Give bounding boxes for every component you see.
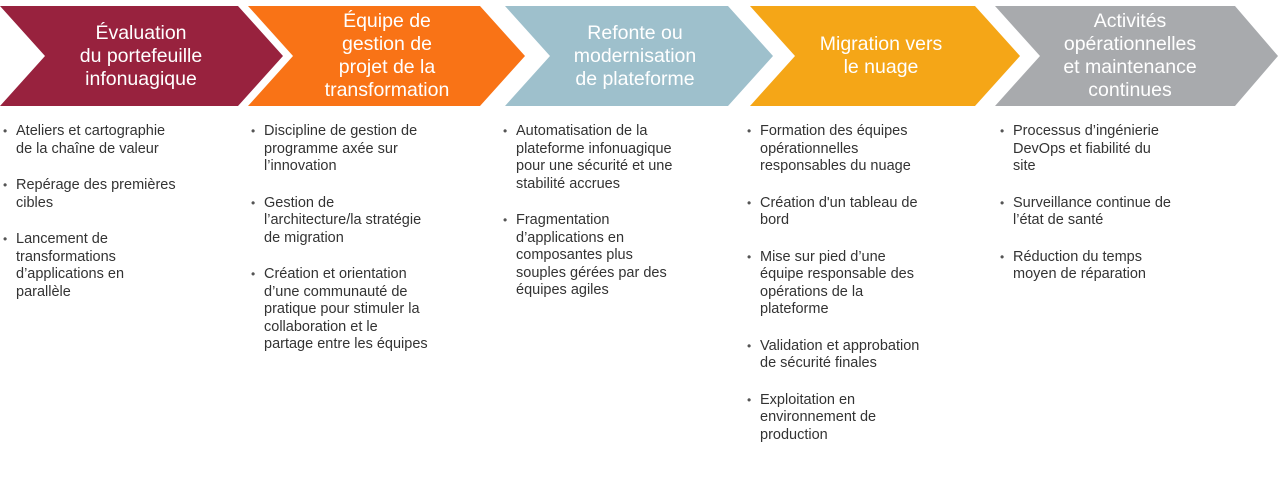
- list-item: • Gestion de l’architecture/la stratégie de migration: [251, 195, 491, 248]
- list-item: • Ateliers et cartographie de la chaîne de valeur: [3, 123, 238, 158]
- list-item: • Surveillance continue de l’état de santé: [1000, 195, 1260, 230]
- list-item: • Lancement de transformations d’applications en parallèle: [3, 231, 238, 301]
- phase-4-activities: [747, 123, 987, 463]
- phase-1-activities: [3, 123, 238, 320]
- list-item: • Automatisation de la plateforme infonuagique pour une sécurité et une stabilité accrues: [503, 123, 738, 193]
- phase-3-activities: [503, 123, 738, 319]
- list-item: • Réduction du temps moyen de réparation: [1000, 249, 1260, 284]
- list-item: • Fragmentation d’applications en composantes plus souples gérées par des équipes agiles: [503, 212, 738, 300]
- phase-4-title: Migration vers le nuage: [819, 33, 943, 78]
- list-item: • Mise sur pied d’une équipe responsable des opérations de la plateforme: [747, 249, 987, 319]
- phase-5-activities: [1000, 123, 1260, 303]
- list-item: • Exploitation en environnement de production: [747, 392, 987, 445]
- list-item: • Création et orientation d’une communauté de pratique pour stimuler la collaboration et le partage entre les équipes: [251, 266, 491, 354]
- list-item: • Validation et approbation de sécurité finales: [747, 338, 987, 373]
- phase-5-title: Activités opérationnelles et maintenance continues: [1063, 10, 1197, 101]
- list-item: • Repérage des premières cibles: [3, 177, 238, 212]
- list-item: • Création d'un tableau de bord: [747, 195, 987, 230]
- list-item: • Discipline de gestion de programme axée sur l’innovation: [251, 123, 491, 176]
- phase-3-title: Refonte ou modernisation de plateforme: [573, 21, 697, 90]
- list-item: • Formation des équipes opérationnelles responsables du nuage: [747, 123, 987, 176]
- list-item: • Processus d’ingénierie DevOps et fiabilité du site: [1000, 123, 1260, 176]
- phase-1-title: Évaluation du portefeuille infonuagique: [79, 21, 203, 90]
- phase-2-title: Équipe de gestion de projet de la transformation: [324, 10, 450, 101]
- phase-2-activities: [251, 123, 491, 373]
